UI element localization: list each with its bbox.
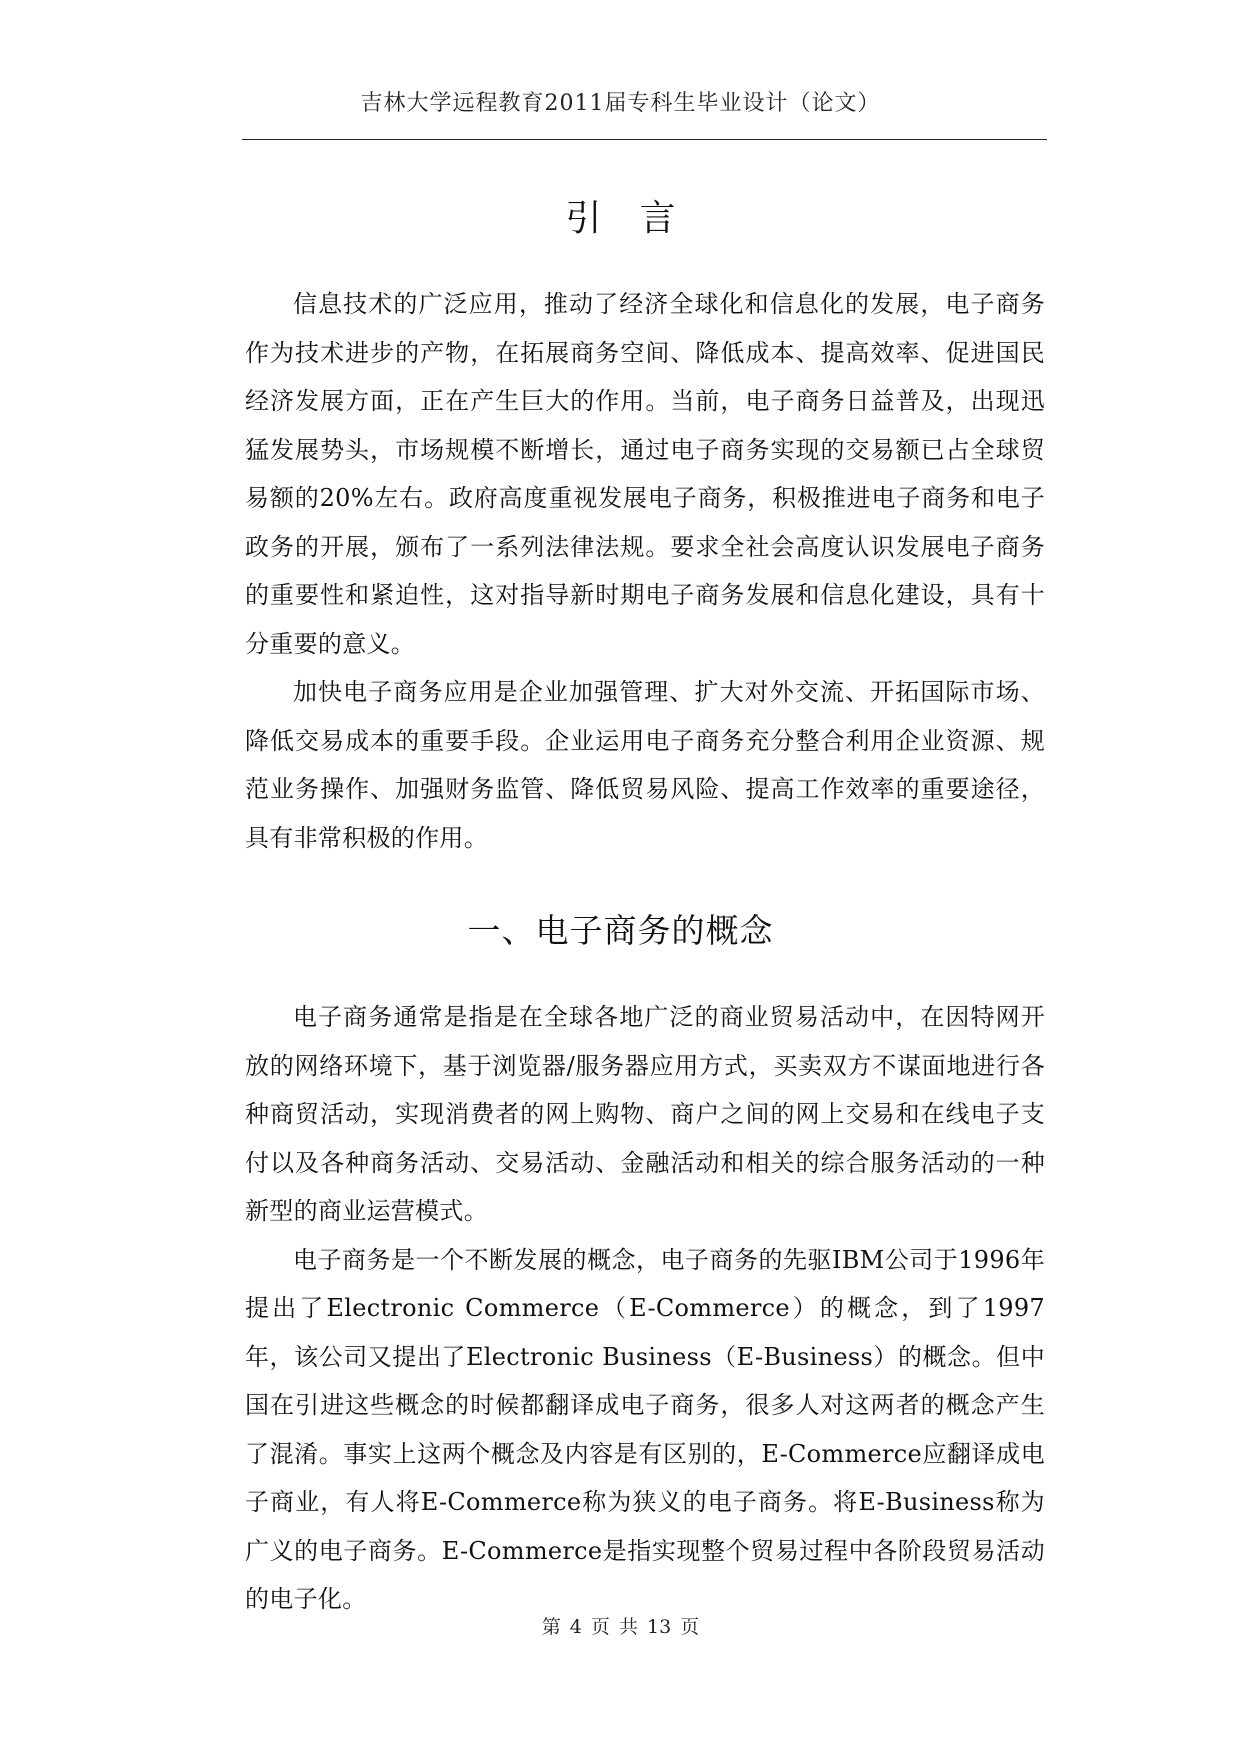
intro-body (245, 280, 1045, 862)
intro-paragraph: 信息技术的广泛应用，推动了经济全球化和信息化的发展，电子商务作为技术进步的产物，在拓展商务空间、降低成本、提高效率、促进国民经济发展方面，正在产生巨大的作用。当前，电子商务日益普及，出现迅猛发展势头，市场规模不断增长，通过电子商务实现的交易额已占全球贸易额的20%左右。政府高度重视发展电子商务，积极推进电子商务和电子政务的开展，颁布了一系列法律法规。要求全社会高度认识发展电子商务的重要性和紧迫性，这对指导新时期电子商务发展和信息化建设，具有十分重要的意义。 (245, 290, 1045, 658)
intro-paragraph: 加快电子商务应用是企业加强管理、扩大对外交流、开拓国际市场、降低交易成本的重要手段。企业运用电子商务充分整合利用企业资源、规范业务操作、加强财务监管、降低贸易风险、提高工作效率的重要途径，具有非常积极的作用。 (245, 678, 1045, 852)
intro-heading: 引言 (565, 198, 714, 239)
page-header: 吉林大学远程教育2011届专科生毕业设计（论文） (360, 91, 881, 116)
page-number: 第 4 页 共 13 页 (541, 1616, 700, 1638)
section-body (245, 993, 1045, 1624)
section-heading: 一、电子商务的概念 (467, 911, 774, 950)
section-paragraph: 电子商务通常是指是在全球各地广泛的商业贸易活动中，在因特网开放的网络环境下，基于浏览器/服务器应用方式，买卖双方不谋面地进行各种商贸活动，实现消费者的网上购物、商户之间的网上交易和在线电子支付以及各种商务活动、交易活动、金融活动和相关的综合服务活动的一种新型的商业运营模式。 (245, 1003, 1045, 1225)
section-paragraph: 电子商务是一个不断发展的概念，电子商务的先驱IBM公司于1996年提出了Electronic Commerce（E-Commerce）的概念，到了1997年，该公司又提出了Electronic Business（E-Business）的概念。但中国在引进这些概念的时候都翻译成电子商务，很多人对这两者的概念产生了混淆。事实上这两个概念及内容是有区别的，E-Commerce应翻译成电子商业，有人将E-Commerce称为狭义的电子商务。将E-Business称为广义的电子商务。E-Commerce是指实现整个贸易过程中各阶段贸易活动的电子化。 (245, 1245, 1045, 1613)
header-divider (242, 139, 1047, 140)
